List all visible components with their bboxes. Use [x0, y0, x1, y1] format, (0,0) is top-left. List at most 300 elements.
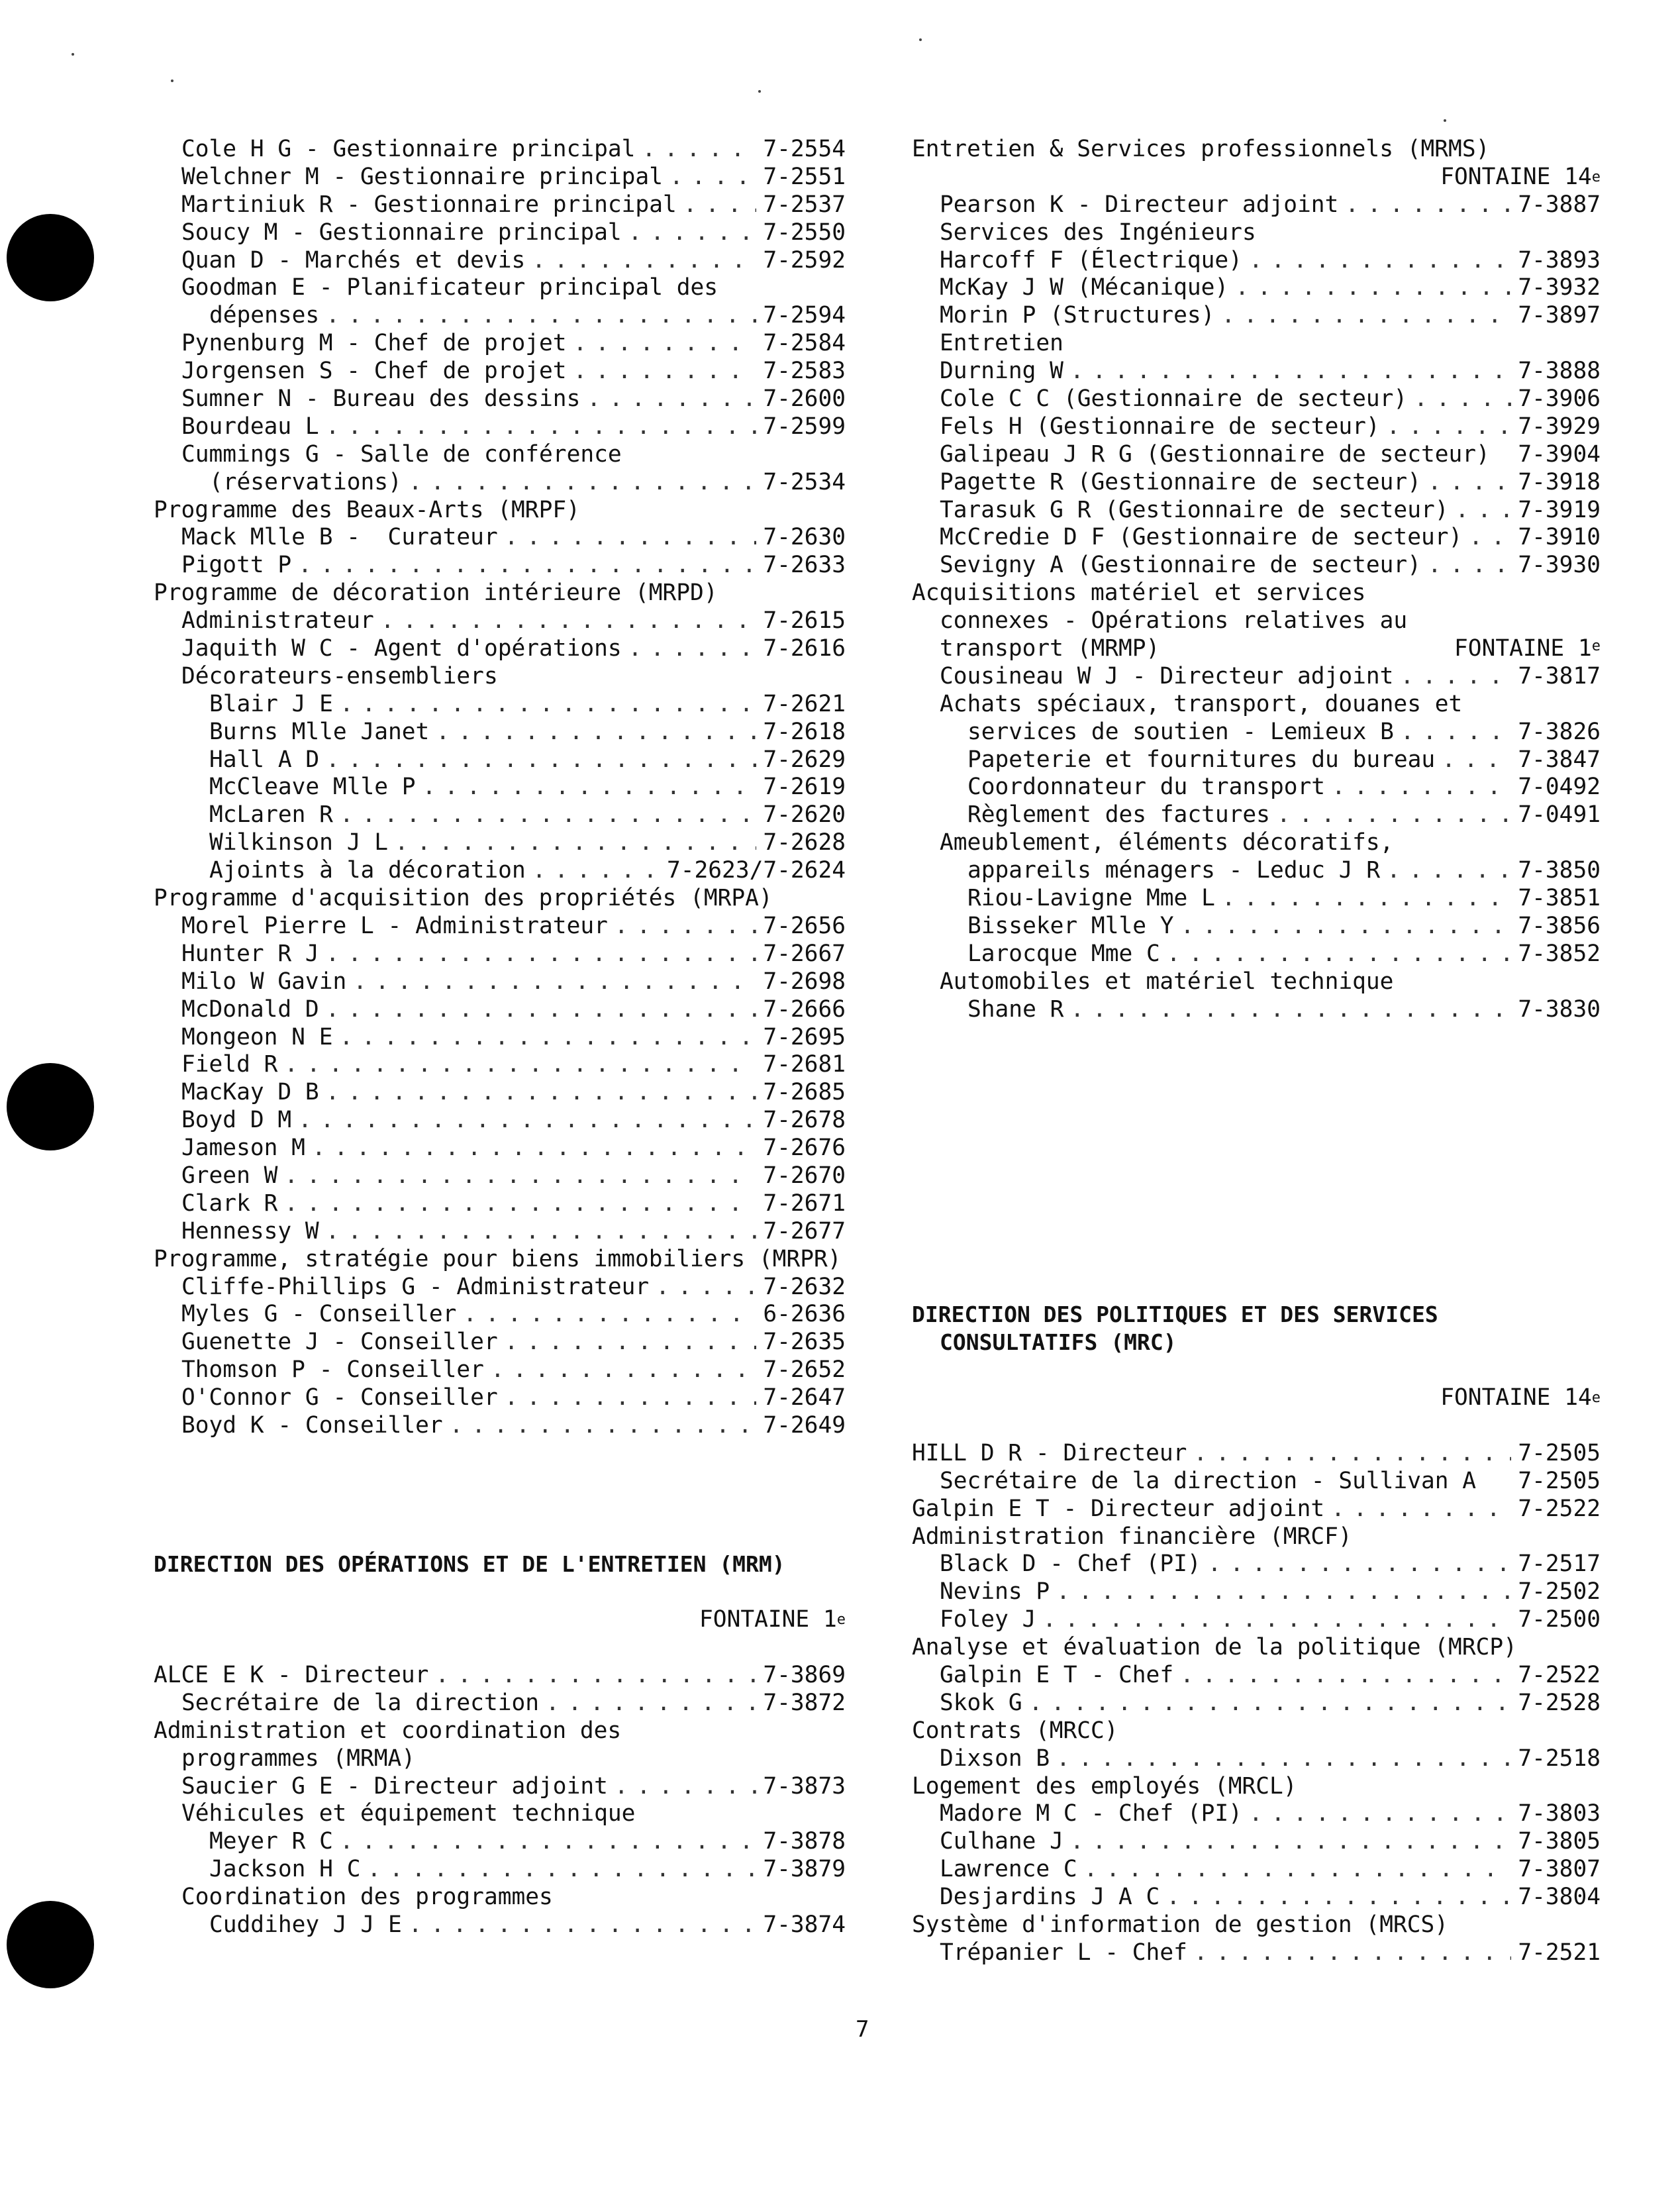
dot-leader: [1221, 302, 1511, 330]
phone-number: 7-2649: [763, 1411, 846, 1439]
directory-entry: [912, 746, 1601, 774]
directory-entry: [154, 1690, 846, 1717]
dot-leader: [1249, 247, 1511, 275]
blank-line: [912, 1190, 1601, 1218]
blank-line: [912, 1412, 1601, 1440]
dot-leader: [1070, 1828, 1511, 1856]
entry-label: Programme, stratégie pour biens immobiliers (MRPR): [154, 1245, 842, 1272]
dot-leader: [642, 136, 756, 164]
dot-leader: [573, 330, 757, 358]
dot-leader: [326, 1218, 757, 1246]
dot-leader: [1345, 191, 1511, 219]
dot-leader: [1428, 469, 1511, 497]
directory-entry: [912, 719, 1601, 746]
entry-label: connexes - Opérations relatives au: [940, 607, 1408, 635]
dot-leader: [326, 1079, 757, 1107]
dot-leader: [326, 302, 756, 330]
directory-entry: [154, 164, 846, 191]
phone-number: 7-2623/7-2624: [666, 857, 846, 884]
dot-leader: [1414, 385, 1511, 413]
directory-entry: [154, 1412, 846, 1440]
dot-leader: [284, 1162, 756, 1190]
entry-label: Secrétaire de la direction: [181, 1689, 540, 1716]
phone-number: 7-3879: [763, 1856, 846, 1883]
blank-line: [154, 1468, 846, 1496]
phone-number: 7-2667: [763, 940, 846, 967]
directory-entry: [154, 1246, 846, 1274]
directory-entry: [154, 663, 846, 691]
phone-number: 7-2618: [763, 718, 846, 745]
directory-entry: [912, 136, 1601, 164]
directory-entry: [912, 1440, 1601, 1468]
blank-line: [912, 1162, 1601, 1190]
dot-leader: [1332, 774, 1511, 801]
directory-entry: [154, 580, 846, 607]
location-label: [912, 164, 1601, 191]
blank-line: [912, 1135, 1601, 1162]
directory-entry: [912, 1690, 1601, 1717]
phone-number: 7-2666: [763, 995, 846, 1023]
phone-number: 7-2534: [763, 468, 846, 495]
directory-entry: [912, 691, 1601, 719]
phone-number: 7-2522: [1518, 1661, 1601, 1688]
directory-entry: [912, 358, 1601, 385]
phone-number: 7-2620: [763, 801, 846, 829]
location-superscript: e: [836, 1611, 846, 1629]
entry-label: Martiniuk R - Gestionnaire principal: [181, 191, 677, 218]
directory-entry: [912, 247, 1601, 275]
entry-label: Galpin E T - Chef: [940, 1661, 1174, 1688]
directory-entry: [912, 1745, 1601, 1773]
dot-leader: [505, 524, 757, 552]
phone-number: 7-2518: [1518, 1745, 1601, 1772]
phone-number: 7-3817: [1518, 662, 1601, 689]
directory-entry: [154, 1828, 846, 1856]
directory-entry: [154, 1162, 846, 1190]
directory-entry: [154, 330, 846, 358]
directory-entry: [912, 1939, 1601, 1967]
phone-number: 7-2678: [763, 1107, 846, 1134]
dot-leader: [1401, 719, 1511, 746]
directory-entry: [912, 968, 1601, 996]
directory-entry: [912, 580, 1601, 607]
phone-number: 6-2636: [763, 1301, 846, 1328]
entry-label: Décorateurs-ensembliers: [181, 662, 498, 689]
entry-label: Secrétaire de la direction - Sullivan A: [940, 1467, 1477, 1494]
phone-number: 7-2521: [1518, 1939, 1601, 1966]
blank-line: [912, 1079, 1601, 1107]
dot-leader: [615, 913, 756, 941]
entry-label: Cliffe-Phillips G - Administrateur: [181, 1273, 650, 1300]
location-superscript: e: [1591, 1390, 1601, 1407]
dot-leader: [546, 1690, 756, 1717]
dot-leader: [505, 1329, 757, 1356]
directory-entry: [154, 219, 846, 247]
phone-number: 7-3804: [1518, 1884, 1601, 1911]
entry-label: Pearson K - Directeur adjoint: [940, 191, 1339, 218]
dot-leader: [340, 801, 756, 829]
phone-number: 7-3869: [763, 1661, 846, 1688]
dot-leader: [1181, 913, 1512, 941]
directory-entry: [154, 302, 846, 330]
phone-number: 7-2619: [763, 774, 846, 801]
section-heading-text: DIRECTION DES POLITIQUES ET DES SERVICES: [912, 1301, 1438, 1328]
directory-entry: [154, 1329, 846, 1356]
phone-number: 7-0492: [1518, 774, 1601, 801]
dot-leader: [284, 1051, 756, 1079]
right-column: [912, 136, 1601, 1967]
directory-entry: [912, 1634, 1601, 1662]
entry-label: Système d'information de gestion (MRCS): [912, 1911, 1449, 1938]
entry-label: Cole H G - Gestionnaire principal: [181, 136, 636, 162]
dot-leader: [491, 1356, 756, 1384]
directory-entry: [154, 1024, 846, 1052]
directory-entry: [154, 1218, 846, 1246]
phone-number: 7-3893: [1518, 246, 1601, 274]
directory-entry: [154, 1773, 846, 1801]
dot-leader: [395, 829, 756, 857]
phone-number: 7-3807: [1518, 1856, 1601, 1883]
directory-entry: [154, 274, 846, 302]
entry-label: Entretien & Services professionnels (MRMS): [912, 136, 1490, 162]
left-column: [154, 136, 846, 1939]
entry-label: Acquisitions matériel et services: [912, 580, 1366, 607]
entry-label: Cole C C (Gestionnaire de secteur): [940, 385, 1408, 413]
entry-label: (réservations): [209, 468, 402, 495]
phone-number: 7-2500: [1518, 1606, 1601, 1633]
phone-number: 7-3826: [1518, 718, 1601, 745]
phone-number: 7-3929: [1518, 413, 1601, 440]
entry-label: Cousineau W J - Directeur adjoint: [940, 662, 1394, 689]
dot-leader: [1387, 857, 1511, 885]
directory-entry: [912, 1856, 1601, 1884]
entry-label: Mack Mlle B - Curateur: [181, 524, 498, 551]
phone-number: 7-2551: [763, 163, 846, 190]
entry-label: Lawrence C: [940, 1856, 1077, 1883]
phone-number: 7-2594: [763, 302, 846, 329]
entry-label: Wilkinson J L: [209, 829, 389, 856]
phone-number: 7-2633: [763, 552, 846, 579]
phone-number: 7-2554: [763, 136, 846, 162]
directory-entry: [912, 885, 1601, 913]
dot-leader: [1428, 552, 1511, 580]
phone-number: 7-2656: [763, 912, 846, 939]
entry-label: services de soutien - Lemieux B: [967, 718, 1394, 745]
entry-label: McCredie D F (Gestionnaire de secteur): [940, 524, 1463, 551]
entry-label: Jameson M: [181, 1135, 305, 1162]
entry-label: Foley J: [940, 1606, 1036, 1633]
phone-number: 7-2616: [763, 635, 846, 662]
dot-leader: [326, 413, 757, 441]
phone-number: 7-2695: [763, 1023, 846, 1050]
dot-leader: [422, 774, 757, 801]
directory-entry: [912, 1523, 1601, 1551]
phone-number: 7-2583: [763, 358, 846, 385]
directory-entry: [154, 885, 846, 913]
directory-entry: [154, 635, 846, 663]
directory-entry: [154, 552, 846, 580]
entry-label: Green W: [181, 1162, 278, 1189]
dot-leader: [1387, 413, 1512, 441]
entry-label: transport (MRMP): [940, 635, 1160, 662]
dot-leader: [615, 1773, 756, 1801]
dot-leader: [1277, 801, 1511, 829]
entry-label: Madore M C - Chef (PI): [940, 1800, 1242, 1827]
phone-number: 7-2676: [763, 1135, 846, 1162]
dot-leader: [532, 857, 660, 885]
entry-label: McCleave Mlle P: [209, 774, 416, 801]
entry-label: Ameublement, éléments décoratifs,: [940, 829, 1394, 856]
phone-number: 7-2522: [1518, 1495, 1601, 1522]
phone-number: 7-2652: [763, 1356, 846, 1384]
entry-label: Morin P (Structures): [940, 302, 1215, 329]
entry-label: Culhane J: [940, 1828, 1063, 1855]
phone-number: 7-2599: [763, 413, 846, 440]
dot-leader: [340, 1828, 756, 1856]
directory-entry: [154, 1717, 846, 1745]
phone-number: 7-2502: [1518, 1578, 1601, 1605]
entry-label: ALCE E K - Directeur: [154, 1661, 429, 1688]
phone-number: 7-2670: [763, 1162, 846, 1189]
blank-line: [154, 1496, 846, 1523]
entry-label: Skok G: [940, 1689, 1022, 1716]
directory-entry: [154, 801, 846, 829]
section-heading: [912, 1329, 1601, 1356]
dot-leader: [1166, 1884, 1511, 1911]
dot-leader: [1222, 885, 1512, 913]
directory-entry: [154, 1301, 846, 1329]
entry-label: Clark R: [181, 1190, 278, 1217]
location-text: FONTAINE 1: [699, 1606, 837, 1633]
scan-speck: [171, 79, 173, 82]
dot-leader: [1084, 1856, 1512, 1884]
directory-entry: [154, 607, 846, 635]
entry-label: Analyse et évaluation de la politique (MRCP): [912, 1634, 1517, 1661]
entry-label: Shane R: [967, 995, 1064, 1023]
phone-number: 7-2635: [763, 1329, 846, 1356]
blank-line: [912, 1024, 1601, 1052]
directory-entry: [154, 441, 846, 469]
directory-entry: [154, 358, 846, 385]
directory-entry: [154, 968, 846, 996]
dot-leader: [298, 1107, 756, 1135]
directory-entry: [912, 829, 1601, 857]
directory-entry: [154, 385, 846, 413]
dot-leader: [1056, 1745, 1511, 1773]
phone-number: 7-3874: [763, 1911, 846, 1938]
entry-label: Programme des Beaux-Arts (MRPF): [154, 496, 580, 523]
dot-leader: [381, 607, 757, 635]
dot-leader: [628, 219, 757, 247]
directory-entry: [154, 136, 846, 164]
dot-leader: [463, 1301, 756, 1329]
entry-label: Jackson H C: [209, 1856, 361, 1883]
entry-label: Hunter R J: [181, 940, 319, 967]
dot-leader: [683, 191, 757, 219]
entry-label: Durning W: [940, 358, 1063, 385]
directory-entry: [154, 1884, 846, 1911]
directory-entry: [912, 441, 1601, 469]
phone-number: 7-3805: [1518, 1828, 1601, 1855]
dot-leader: [353, 968, 756, 996]
dot-leader: [1167, 941, 1512, 968]
directory-entry: [154, 829, 846, 857]
entry-label: Bisseker Mlle Y: [967, 912, 1174, 939]
location-label: [912, 1384, 1601, 1412]
entry-label: Entretien: [940, 330, 1063, 357]
directory-entry: [154, 191, 846, 219]
phone-number: 7-3919: [1518, 496, 1601, 523]
entry-label: McDonald D: [181, 995, 319, 1023]
location-note-text: FONTAINE 1: [1454, 635, 1592, 662]
directory-entry: [912, 1578, 1601, 1606]
directory-entry: [912, 191, 1601, 219]
directory-entry: [154, 1356, 846, 1384]
directory-entry: [154, 1135, 846, 1162]
location-label: [154, 1606, 846, 1634]
entry-label: Thomson P - Conseiller: [181, 1356, 484, 1384]
blank-line: [154, 1634, 846, 1662]
entry-label: Tarasuk G R (Gestionnaire de secteur): [940, 496, 1449, 523]
entry-label: Myles G - Conseiller: [181, 1301, 457, 1328]
entry-label: Soucy M - Gestionnaire principal: [181, 219, 622, 246]
entry-label: Field R: [181, 1051, 278, 1078]
entry-label: Harcoff F (Électrique): [940, 246, 1242, 274]
section-heading: [154, 1551, 846, 1578]
entry-label: Administration financière (MRCF): [912, 1523, 1352, 1550]
entry-label: Pigott P: [181, 552, 292, 579]
phone-number: 7-3888: [1518, 358, 1601, 385]
directory-entry: [154, 524, 846, 552]
location-superscript: e: [1591, 168, 1601, 185]
phone-number: 7-3803: [1518, 1800, 1601, 1827]
directory-entry: [154, 719, 846, 746]
phone-number: 7-3897: [1518, 302, 1601, 329]
phone-number: 7-2630: [763, 524, 846, 551]
dot-leader: [367, 1856, 756, 1884]
dot-leader: [1249, 1800, 1511, 1828]
directory-entry: [912, 469, 1601, 497]
entry-label: Quan D - Marchés et devis: [181, 246, 526, 274]
phone-number: 7-2505: [1518, 1467, 1601, 1494]
phone-number: 7-2505: [1518, 1439, 1601, 1466]
phone-number: 7-2592: [763, 246, 846, 274]
phone-number: 7-3830: [1518, 995, 1601, 1023]
entry-label: Burns Mlle Janet: [209, 718, 430, 745]
entry-label: McKay J W (Mécanique): [940, 274, 1229, 301]
entry-label: MacKay D B: [181, 1079, 319, 1106]
phone-number: 7-3873: [763, 1772, 846, 1800]
directory-entry: [154, 913, 846, 941]
directory-entry: [912, 801, 1601, 829]
dot-leader: [532, 247, 756, 275]
directory-entry: [154, 941, 846, 968]
entry-label: Larocque Mme C: [967, 940, 1160, 967]
directory-entry: [912, 1828, 1601, 1856]
directory-entry: [154, 1911, 846, 1939]
phone-number: 7-3918: [1518, 468, 1601, 495]
section-heading-text: DIRECTION DES OPÉRATIONS ET DE L'ENTRETIEN (MRM): [154, 1551, 785, 1578]
phone-number: 7-3878: [763, 1828, 846, 1855]
directory-entry: [154, 857, 846, 885]
phone-number: 7-3847: [1518, 746, 1601, 773]
scan-speck: [758, 90, 761, 93]
directory-entry: [912, 1496, 1601, 1523]
entry-label: Milo W Gavin: [181, 968, 347, 995]
entry-label: Programme de décoration intérieure (MRPD): [154, 580, 718, 607]
directory-entry: [154, 247, 846, 275]
entry-label: Galpin E T - Directeur adjoint: [912, 1495, 1325, 1522]
directory-entry: [912, 1800, 1601, 1828]
entry-label: Pynenburg M - Chef de projet: [181, 330, 567, 357]
phone-number: 7-3852: [1518, 940, 1601, 967]
entry-label: Papeterie et fournitures du bureau: [967, 746, 1436, 773]
directory-entry: [912, 1911, 1601, 1939]
blank-line: [912, 1218, 1601, 1246]
phone-number: 7-2681: [763, 1051, 846, 1078]
entry-label: Jorgensen S - Chef de projet: [181, 358, 567, 385]
directory-entry: [912, 1773, 1601, 1801]
phone-number: 7-2671: [763, 1190, 846, 1217]
entry-label: Services des Ingénieurs: [940, 219, 1256, 246]
entry-label: Black D - Chef (PI): [940, 1551, 1201, 1578]
scan-speck: [919, 38, 922, 41]
dot-leader: [1180, 1662, 1511, 1690]
scan-speck: [72, 53, 74, 56]
phone-number: 7-2615: [763, 607, 846, 635]
phone-number: 7-2698: [763, 968, 846, 995]
entry-label: Pagette R (Gestionnaire de secteur): [940, 468, 1421, 495]
phone-number: 7-2628: [763, 829, 846, 856]
dot-leader: [340, 691, 756, 719]
dot-leader: [298, 552, 756, 580]
directory-entry: [154, 1274, 846, 1301]
phone-number: 7-3906: [1518, 385, 1601, 413]
punch-hole-middle: [7, 1063, 94, 1150]
entry-label: Goodman E - Planificateur principal des: [181, 274, 718, 301]
directory-entry: [912, 497, 1601, 525]
dot-leader: [1208, 1551, 1512, 1578]
phone-number: 7-3856: [1518, 912, 1601, 939]
directory-entry: [154, 1800, 846, 1828]
directory-entry: [154, 1107, 846, 1135]
scan-speck: [1444, 119, 1446, 122]
entry-label: Dixson B: [940, 1745, 1050, 1772]
phone-number: 7-2550: [763, 219, 846, 246]
phone-number: 7-2528: [1518, 1689, 1601, 1716]
directory-entry: [154, 1190, 846, 1218]
blank-line: [912, 1356, 1601, 1384]
directory-entry: [912, 607, 1601, 635]
blank-line: [912, 1051, 1601, 1079]
entry-label: Meyer R C: [209, 1828, 333, 1855]
entry-label: Sumner N - Bureau des dessins: [181, 385, 581, 413]
blank-line: [154, 1578, 846, 1606]
entry-label: Hennessy W: [181, 1217, 319, 1245]
dot-leader: [1469, 524, 1511, 552]
location-text: FONTAINE 14: [1440, 1384, 1592, 1411]
phone-number: 7-2584: [763, 330, 846, 357]
directory-entry: [154, 1384, 846, 1412]
dot-leader: [326, 746, 756, 774]
entry-label: Contrats (MRCC): [912, 1717, 1118, 1744]
phone-number: 7-0491: [1518, 801, 1601, 829]
directory-entry: [912, 274, 1601, 302]
entry-label: Morel Pierre L - Administrateur: [181, 912, 608, 939]
entry-label: Coordination des programmes: [181, 1884, 553, 1911]
directory-entry: [912, 552, 1601, 580]
dot-leader: [435, 1662, 756, 1690]
